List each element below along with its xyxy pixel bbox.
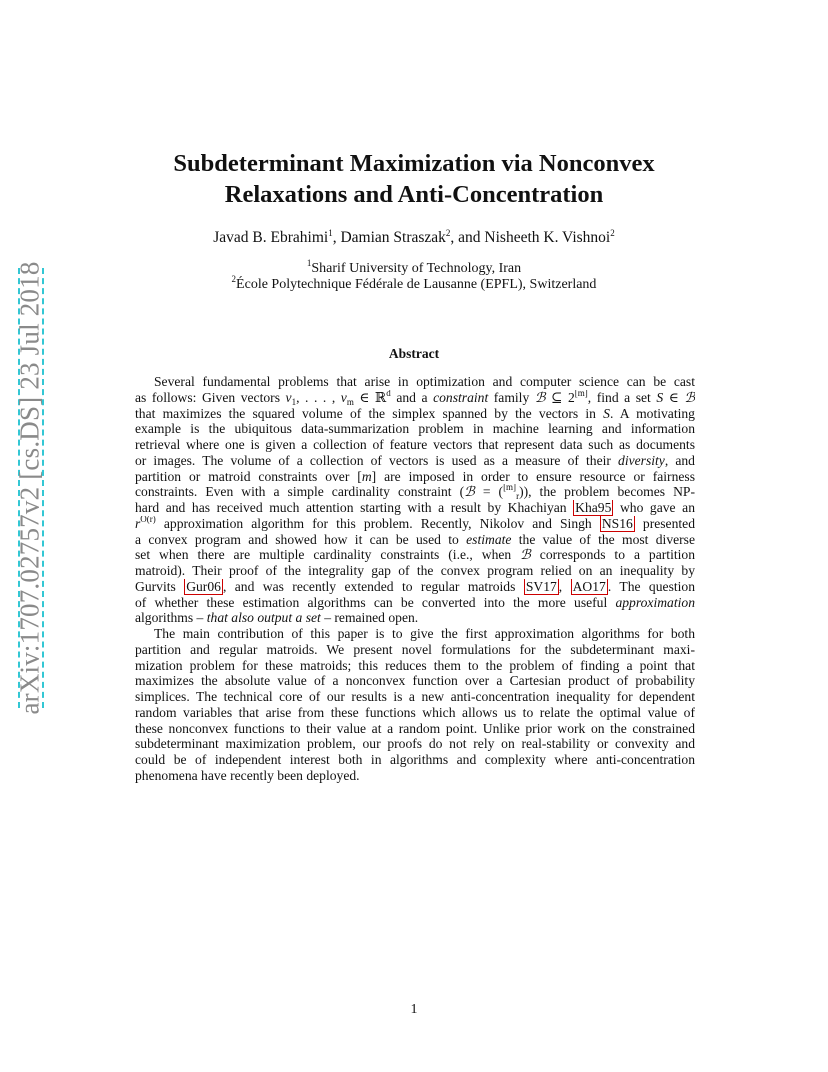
- abstract-text: Several fundamental problems that arise in optimization and computer science can be cast: [154, 374, 695, 389]
- abstract-text: , and: [664, 453, 695, 468]
- affiliation-2: [100, 274, 728, 293]
- abstract-text: ,: [558, 579, 571, 594]
- citation-link[interactable]: Gur06: [186, 579, 221, 594]
- abstract-text: )), the problem becomes NP-: [519, 484, 695, 499]
- affiliation-text: Sharif University of Technology, Iran: [311, 261, 522, 276]
- abstract-text: partition and regular matroids. We present novel formulations for the subdeterminant maxi-: [135, 642, 695, 657]
- abstract-line: [135, 469, 695, 485]
- abstract-text: S: [656, 390, 664, 405]
- abstract-text: diversity: [618, 453, 665, 468]
- abstract-line: [135, 579, 695, 595]
- abstract-line: [135, 516, 695, 532]
- abstract-line: [135, 453, 695, 469]
- abstract-line: [135, 406, 695, 422]
- abstract-text: a convex program and showed how it can be used to: [135, 532, 467, 547]
- abstract-line: [135, 500, 695, 516]
- abstract-text: hard and has received much attention starting with a result by Khachiyan: [135, 500, 574, 515]
- abstract-text: or images. The volume of a collection of vectors is used as a measure of their: [135, 453, 619, 468]
- abstract-text: example is the ubiquitous data-summarization problem in machine learning and information: [135, 421, 695, 436]
- abstract-text: could be of independent interest both in algorithms and complexity where anti-concentration: [135, 752, 695, 767]
- abstract-line: [135, 595, 695, 611]
- abstract-text: family: [488, 390, 535, 405]
- abstract-line: [135, 689, 695, 705]
- abstract-line: [135, 768, 695, 784]
- abstract-text: ℬ: [684, 390, 695, 405]
- abstract-line: [135, 673, 695, 689]
- abstract-text: m: [346, 397, 354, 406]
- abstract-text: matroid). Their proof of the integrality gap of the convex program relied on an inequality by: [135, 563, 695, 578]
- abstract-text: v: [340, 390, 347, 405]
- abstract-text: presented: [634, 516, 695, 531]
- title-line-1: Subdeterminant Maximization via Nonconvex: [173, 150, 655, 177]
- author-affiliation-mark: 2: [610, 228, 615, 238]
- abstract-text: . A motivating: [609, 406, 695, 421]
- affiliation-text: École Polytechnique Fédérale de Lausanne (EPFL), Switzerland: [236, 277, 597, 292]
- abstract-text: ] are imposed in order to ensure resource or fairness: [371, 469, 695, 484]
- abstract-text: the value of the most diverse: [511, 532, 695, 547]
- author-name: Nisheeth K. Vishnoi: [484, 229, 611, 246]
- abstract-line: [135, 721, 695, 737]
- abstract-text: maximizes the absolute value of a nonconvex function over a Cartesian product of probability: [135, 673, 695, 688]
- abstract-line: [135, 642, 695, 658]
- abstract-text: approximation: [615, 595, 695, 610]
- abstract-line: [135, 437, 695, 453]
- abstract-line: [135, 532, 695, 548]
- abstract-text: Gurvits: [135, 579, 185, 594]
- affiliation-1: [100, 258, 728, 277]
- author-affiliation-mark: 2: [445, 228, 451, 238]
- abstract-heading: Abstract: [388, 346, 440, 361]
- affiliation-mark: 2: [231, 274, 237, 284]
- abstract-line: [135, 736, 695, 752]
- abstract-line: [135, 563, 695, 579]
- abstract-text: random variables that arise from these functions which allows us to relate the optimal value of: [135, 705, 695, 720]
- abstract-text: as follows: Given vectors: [135, 390, 286, 405]
- abstract-line: [135, 658, 695, 674]
- abstract-text: retrieval where one is given a collection of feature vectors that represent data such as documents: [135, 437, 695, 452]
- abstract-text: , . . . ,: [296, 390, 341, 405]
- abstract-text: of whether these estimation algorithms can be converted into the more useful: [135, 595, 616, 610]
- abstract-text: approximation algorithm for this problem. Recently, Nikolov and Singh: [155, 516, 600, 531]
- abstract-text: d: [386, 390, 391, 398]
- author-separator: , and: [450, 229, 485, 246]
- abstract-text: v: [285, 390, 292, 405]
- abstract-text: subdeterminant maximization problem, our proofs do not rely on real-stability or convexity and: [135, 736, 695, 751]
- abstract-text: ∈ ℝ: [353, 390, 387, 405]
- abstract-text: corresponds to a partition: [530, 547, 695, 562]
- abstract-text: mization problem for these matroids; this reduces them to the problem of finding a point that: [135, 658, 695, 673]
- abstract-line: [135, 390, 695, 406]
- abstract-text: [m]: [574, 390, 588, 398]
- abstract-text: who gave an: [613, 500, 695, 515]
- paper-title: [100, 148, 728, 210]
- abstract-text: phenomena have recently been deployed.: [135, 768, 360, 783]
- abstract-text: , and was recently extended to regular matroids: [222, 579, 524, 594]
- abstract-text: constraints. Even with a simple cardinality constraint (: [135, 484, 465, 499]
- abstract-text: [m]: [503, 484, 517, 492]
- abstract-line: [135, 374, 695, 390]
- abstract-text: that maximizes the squared volume of the simplex spanned by the vectors in: [135, 406, 604, 421]
- title-line-2: Relaxations and Anti-Concentration: [224, 181, 604, 208]
- abstract-text: ⊆ 2: [545, 390, 575, 405]
- abstract-text: partition or matroid constraints over [: [135, 469, 362, 484]
- abstract-line: [135, 610, 695, 626]
- abstract-text: m: [361, 469, 372, 484]
- citation-link[interactable]: Kha95: [575, 500, 612, 515]
- author-name: Damian Straszak: [340, 229, 446, 246]
- abstract-text: O(r): [140, 516, 156, 524]
- affiliation-mark: 1: [306, 258, 312, 268]
- abstract-text: ℬ: [520, 547, 531, 562]
- citation-link[interactable]: AO17: [572, 579, 606, 594]
- abstract-text: estimate: [466, 532, 512, 547]
- abstract-line: [135, 421, 695, 437]
- abstract-line: [135, 547, 695, 563]
- abstract-line: [135, 705, 695, 721]
- abstract-text: S: [603, 406, 610, 421]
- abstract-line: [135, 626, 695, 642]
- abstract-line: [135, 484, 695, 500]
- abstract-text: The main contribution of this paper is to give the first approximation algorithms for both: [154, 626, 695, 641]
- abstract-line: [135, 752, 695, 768]
- arxiv-id-text: arXiv:1707.02757v2 [cs.DS] 23 Jul 2018: [14, 261, 45, 715]
- abstract-text: r: [516, 491, 520, 500]
- abstract-text: = (: [474, 484, 504, 499]
- abstract-text: , find a set: [587, 390, 657, 405]
- abstract-text: r: [135, 516, 141, 531]
- abstract-text: ∈: [663, 390, 685, 405]
- abstract-text: simplices. The technical core of our results is a new anti-concentration inequality for dependent: [135, 689, 695, 704]
- author-name: Javad B. Ebrahimi: [213, 229, 329, 246]
- citation-link[interactable]: SV17: [525, 579, 557, 594]
- abstract-text: algorithms –: [135, 610, 207, 625]
- arxiv-identifier-stamp: [14, 261, 54, 715]
- page-number: 1: [410, 1002, 418, 1017]
- abstract-text: ℬ: [534, 390, 546, 405]
- abstract-text: and a: [390, 390, 434, 405]
- citation-link[interactable]: NS16: [601, 516, 633, 531]
- author-list: [100, 229, 728, 247]
- author-separator: ,: [332, 229, 341, 246]
- abstract-text: these nonconvex functions to their value at a random point. Unlike prior work on the constrained: [135, 721, 695, 736]
- abstract-text: – remained open.: [320, 610, 419, 625]
- abstract-text: set when there are multiple cardinality constraints (i.e., when: [135, 547, 521, 562]
- abstract-text: that also output a set: [206, 610, 321, 625]
- abstract-text: 1: [291, 397, 297, 406]
- abstract-text: ℬ: [464, 484, 475, 499]
- author-affiliation-mark: 1: [328, 228, 333, 238]
- abstract-text: . The question: [607, 579, 695, 594]
- abstract-text: constraint: [433, 390, 489, 405]
